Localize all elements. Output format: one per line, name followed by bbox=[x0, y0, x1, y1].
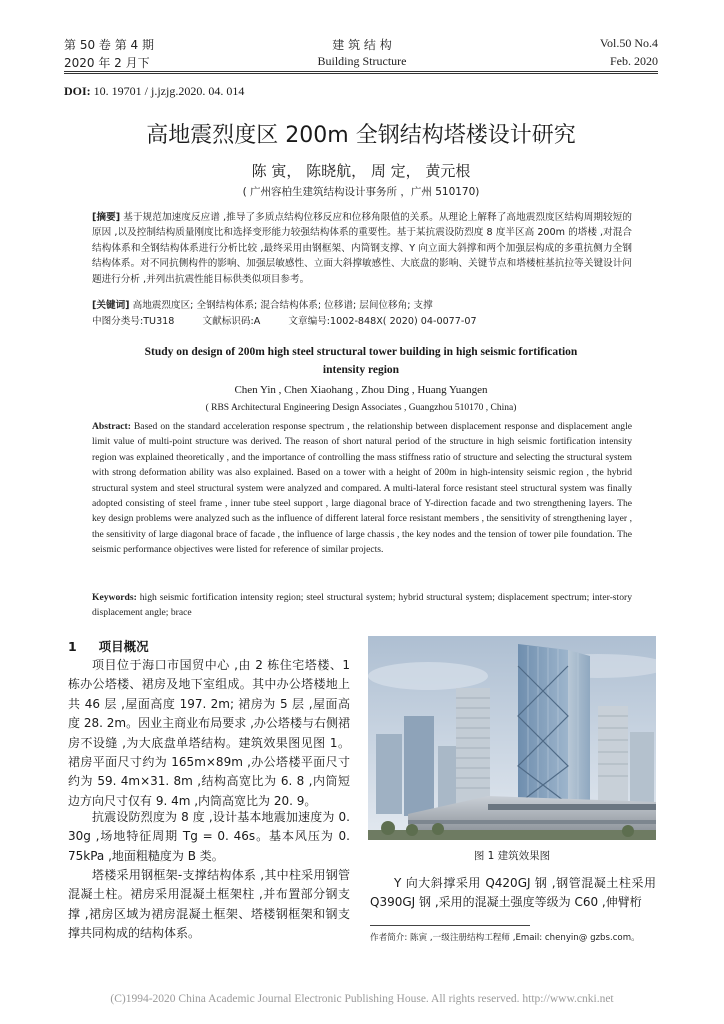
journal-name-en: Building Structure bbox=[317, 54, 407, 68]
journal-name-cn: 建 筑 结 构 bbox=[332, 38, 392, 52]
abstract-cn-text: 基于规范加速度反应谱 ,推导了多质点结构位移反应和位移角限值的关系。从理论上解释了高地震烈度区结构周期较短的原因 ,以及控制结构质量刚度比和选择变形能力较强结构体系的重要性。基于某抗震设防烈度 8 度半区高 200m 的塔楼 ,对混合结构体系和全钢结构体系进行分析比较 ,最终采用由钢框架、内筒钢支撑、Y 向立面大斜撑和两个加强层构成的多重抗侧力全钢结构体系。对不同抗侧构件的影响、加强层敏感性、立面大斜撑敏感性、大底盘的影响、关键节点和塔楼桩基抗拉等关键设计问题进行分析 ,并列出抗震性能目标供类似项目参考。 bbox=[92, 212, 632, 285]
author-note: 作者简介: 陈寅 ,一级注册结构工程师 ,Email: chenyin@ gzbs.com。 bbox=[370, 933, 640, 943]
journal-volume: 第 50 卷 第 4 期 bbox=[64, 38, 154, 52]
section1-paragraph-3: 塔楼采用钢框架-支撑结构体系 ,其中柱采用钢管混凝土柱。裙房采用混凝土框架柱 ,并布置部分钢支撑 ,裙房区域为裙房混凝土框架、塔楼钢框架和钢支撑共同构成的结构体系。 bbox=[68, 868, 350, 941]
footnote-rule bbox=[370, 925, 530, 926]
figure-1-rendering bbox=[368, 636, 656, 840]
keywords-en-label: Keywords: bbox=[92, 592, 137, 603]
section1-number: 1 bbox=[68, 639, 77, 654]
section1-paragraph-1: 项目位于海口市国贸中心 ,由 2 栋住宅塔楼、1 栋办公塔楼、裙房及地下室组成。其中办公塔楼地上共 46 层 ,屋面高度 197. 2m; 裙房为 5 层 ,屋面高度 28. 2m。因业主商业布局要求 ,办公塔楼与右侧裙房不设缝 ,为大底盘单塔结构。建筑效果图见图 1。裙房平面尺寸约为 165m×89m ,办公塔楼平面尺寸约为 59. 4m×31. 8m ,结构高宽比为 6. 8 ,内筒短边方向尺寸仅有 9. 4m ,内筒高宽比为 20. 9。 bbox=[68, 658, 350, 808]
authors-en: Chen Yin , Chen Xiaohang , Zhou Ding , Huang Yuangen bbox=[234, 384, 488, 396]
section1-title: 项目概况 bbox=[98, 639, 149, 654]
right-column-paragraph: Y 向大斜撑采用 Q420GJ 钢 ,钢管混凝土柱采用 Q390GJ 钢 ,采用的混凝土强度等级为 C60 ,伸臂桁 bbox=[370, 876, 656, 910]
authors-cn: 陈 寅， 陈晓航， 周 定， 黄元根 bbox=[251, 162, 471, 180]
keywords-en-text: high seismic fortification intensity region; steel structural system; hybrid structural system; displacement spectrum; inter-story displacement angle; brace bbox=[92, 592, 632, 619]
journal-volume-en: Vol.50 No.4 bbox=[599, 36, 658, 50]
title-en-line1: Study on design of 200m high steel structural tower building in high seismic fortification bbox=[144, 346, 578, 358]
copyright-footer: (C)1994-2020 China Academic Journal Electronic Publishing House. All rights reserved. http://www.cnki.net bbox=[110, 993, 614, 1005]
figure-1-caption: 图 1 建筑效果图 bbox=[473, 850, 551, 862]
abstract-cn bbox=[92, 210, 632, 287]
doc-code: 文献标识码:A bbox=[202, 316, 261, 327]
abstract-cn-label: [摘要] bbox=[92, 212, 121, 223]
title-en-line2: intensity region bbox=[322, 364, 400, 376]
abstract-en bbox=[92, 419, 632, 558]
journal-date: 2020 年 2 月下 bbox=[64, 56, 150, 70]
keywords-en bbox=[92, 590, 632, 621]
article-number: 文章编号:1002-848X( 2020) 04-0077-07 bbox=[288, 316, 477, 327]
section1-paragraph-2: 抗震设防烈度为 8 度 ,设计基本地震加速度为 0. 30g ,场地特征周期 Tg = 0. 46s。基本风压为 0. 75kPa ,地面粗糙度为 B 类。 bbox=[68, 810, 350, 863]
abstract-en-label: Abstract: bbox=[92, 421, 131, 432]
section1-heading bbox=[68, 637, 149, 655]
keywords-cn bbox=[92, 298, 632, 313]
header-rule-thin bbox=[64, 73, 658, 74]
doi-label: DOI: bbox=[64, 84, 91, 98]
affiliation-en: ( RBS Architectural Engineering Design Associates , Guangzhou 510170 , China) bbox=[205, 403, 517, 413]
keywords-cn-text: 高地震烈度区; 全钢结构体系; 混合结构体系; 位移谱; 层间位移角; 支撑 bbox=[132, 300, 433, 311]
doi[interactable] bbox=[64, 84, 244, 99]
clc-code: 中图分类号:TU318 bbox=[92, 316, 175, 327]
doi-value: 10. 19701 / j.jzjg.2020. 04. 014 bbox=[93, 84, 245, 98]
building-rendering-image bbox=[368, 636, 656, 840]
title-cn: 高地震烈度区 200m 全钢结构塔楼设计研究 bbox=[146, 123, 576, 148]
journal-date-en: Feb. 2020 bbox=[610, 54, 658, 68]
keywords-cn-label: [关键词] bbox=[92, 300, 130, 311]
affiliation-cn: ( 广州容柏生建筑结构设计事务所 ，广州 510170) bbox=[242, 186, 480, 198]
header-rule bbox=[64, 71, 658, 72]
abstract-en-text: Based on the standard acceleration response spectrum , the relationship between displacement response and displacement angle limit value of multi-point structure was derived. The reason of short natural period of the structure in high seismic fortification intensity region was explained theoretically , and the importance of controlling the mass stiffness ratio of structure and selecting the structural system with strong deformation ability was also explained. Based on a tower with a height of 200m in high-intensity seismic region , the hybrid structural system and steel structural system were analyzed and compared. A multi-lateral force resistant steel structural system was finally adopted consisting of steel frame , inner tube steel support , large diagonal brace of Y-direction facade and two strengthening layers. The key design problems were analyzed such as the influence of different lateral force resistant members , the sensitivity of strengthening layer , the sensitivity of large diagonal brace of facade , the influence of large chassis , the key nodes and the tension of tower pile foundation. The seismic performance objectives were listed for reference of similar projects. bbox=[92, 421, 632, 556]
classification bbox=[92, 314, 632, 329]
